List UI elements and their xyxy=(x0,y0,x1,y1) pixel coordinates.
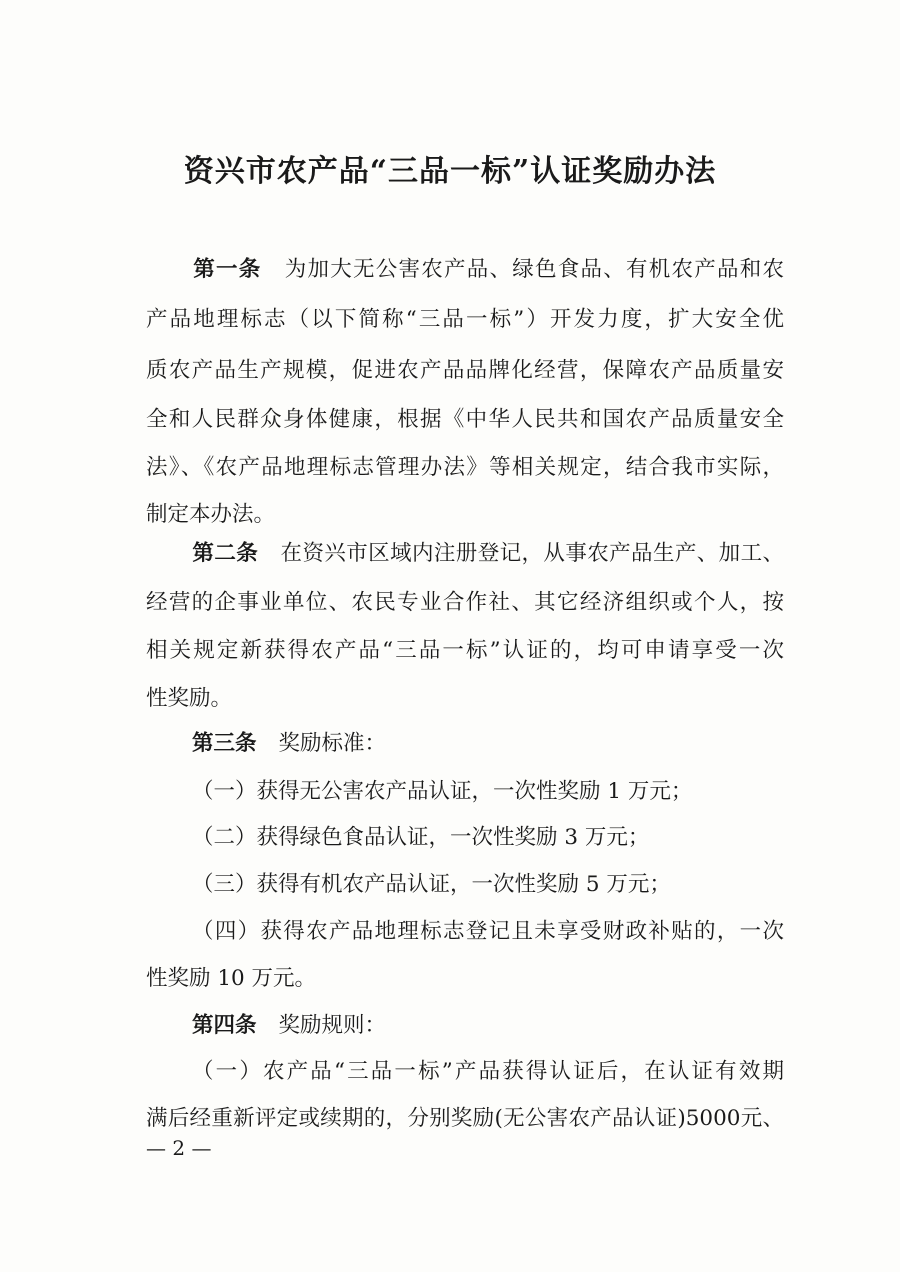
article-2-label: 第二条 xyxy=(192,541,259,566)
article-3-item-3: （三）获得有机农产品认证，一次性奖励 5 万元； xyxy=(192,872,671,897)
article-4-text: 奖励规则： xyxy=(278,1013,387,1038)
article-4-item-1-cont: 满后经重新评定或续期的，分别奖励(无公害农产品认证)5000元、 xyxy=(146,1106,784,1131)
article-2-line-3: 相关规定新获得农产品“三品一标”认证的，均可申请享受一次 xyxy=(146,638,784,663)
article-1-line-2: 产品地理标志（以下简称“三品一标”）开发力度，扩大安全优 xyxy=(146,307,784,332)
article-4-label: 第四条 xyxy=(192,1013,257,1038)
article-3-item-2: （二）获得绿色食品认证，一次性奖励 3 万元； xyxy=(192,825,650,850)
article-3-label: 第三条 xyxy=(192,731,257,756)
article-3-line-1 xyxy=(146,729,386,759)
article-3-text: 奖励标准： xyxy=(278,731,387,756)
article-4-item-1: （一）农产品“三品一标”产品获得认证后，在认证有效期 xyxy=(192,1059,784,1084)
article-4-line-1 xyxy=(146,1011,386,1041)
article-2-line-4: 性奖励。 xyxy=(146,686,233,711)
article-2-line-2: 经营的企事业单位、农民专业合作社、其它经济组织或个人，按 xyxy=(146,590,784,615)
article-1-line-3: 质农产品生产规模，促进农产品品牌化经营，保障农产品质量安 xyxy=(146,358,784,383)
article-1-line-5: 法》、《农产品地理标志管理办法》等相关规定，结合我市实际， xyxy=(146,455,784,480)
article-1-text: 为加大无公害农产品、绿色食品、有机农产品和农 xyxy=(283,257,784,282)
article-1-label: 第一条 xyxy=(192,257,262,282)
article-1-line-1 xyxy=(146,255,784,285)
article-2-line-1 xyxy=(146,539,784,569)
article-2-text: 在资兴市区域内注册登记，从事农产品生产、加工、 xyxy=(280,541,784,566)
document-title: 资兴市农产品“三品一标”认证奖励办法 xyxy=(183,154,717,189)
article-3-item-4: （四）获得农产品地理标志登记且未享受财政补贴的，一次 xyxy=(192,919,784,944)
article-3-item-1: （一）获得无公害农产品认证，一次性奖励 1 万元； xyxy=(192,779,693,804)
article-3-item-4-cont: 性奖励 10 万元。 xyxy=(146,966,317,991)
article-1-line-4: 全和人民群众身体健康，根据《中华人民共和国农产品质量安全 xyxy=(146,407,784,432)
article-1-line-6: 制定本办法。 xyxy=(146,502,276,527)
page-number: — 2 — xyxy=(146,1136,212,1160)
